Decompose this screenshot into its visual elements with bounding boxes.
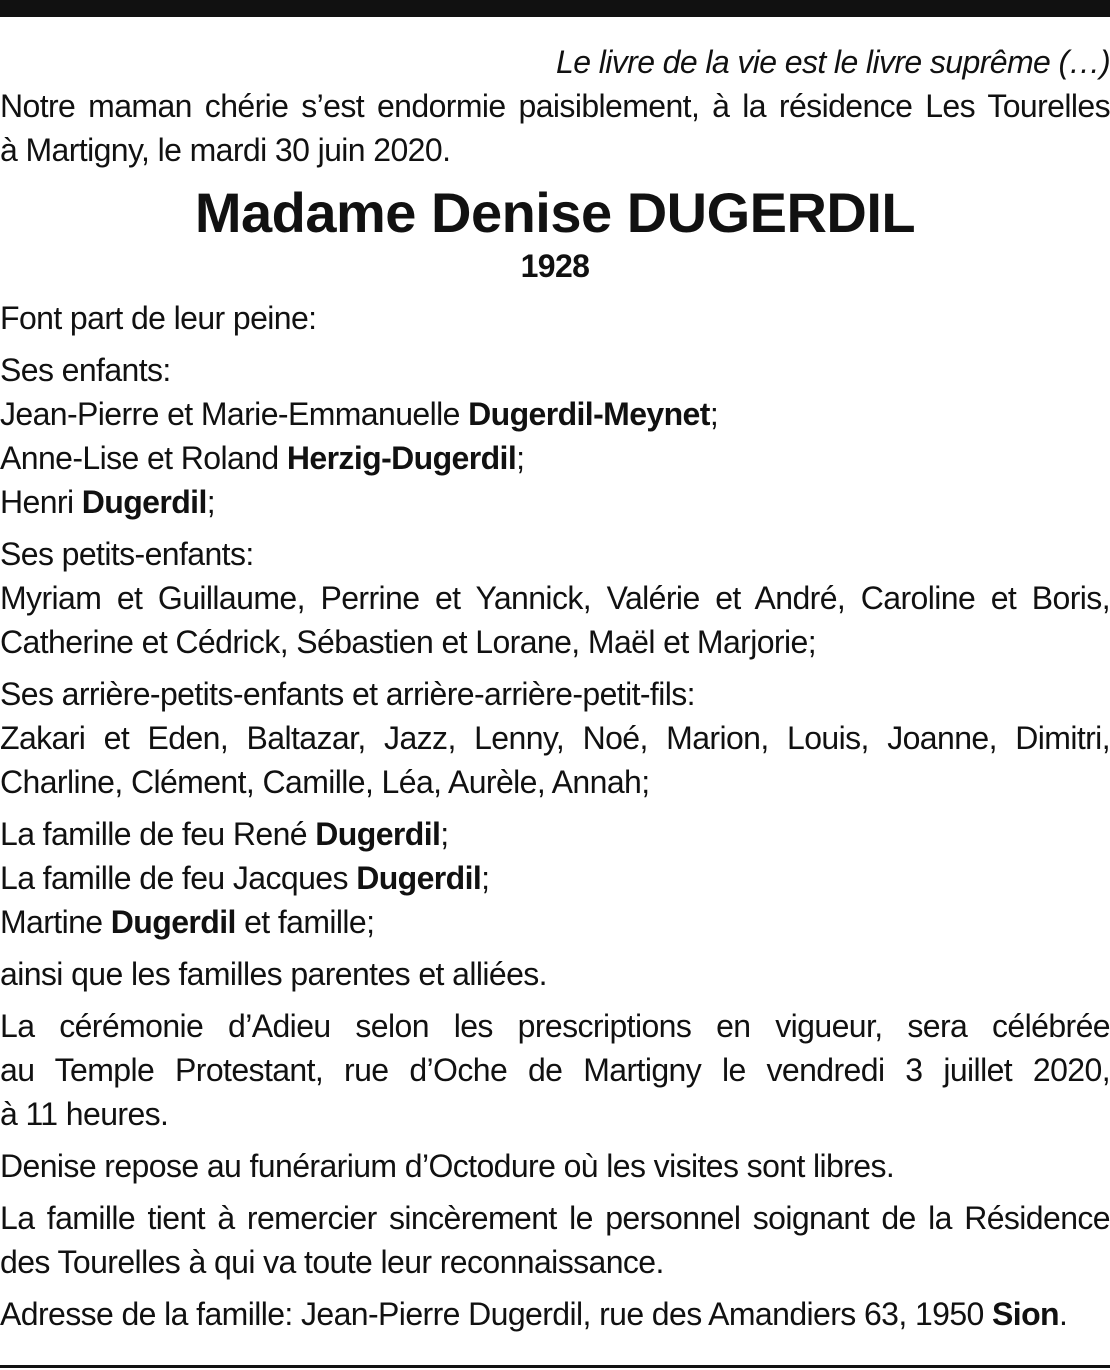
great-grandchildren-section bbox=[0, 672, 1110, 804]
grandchildren-list bbox=[0, 576, 1110, 664]
child-punctuation: ; bbox=[516, 440, 525, 476]
intro-text bbox=[0, 84, 1110, 172]
great-grandchildren-line-1: Zakari et Eden, Baltazar, Jazz, Lenny, Noé, Marion, Louis, Joanne, Dimitri, bbox=[0, 720, 1110, 756]
birth-year: 1928 bbox=[520, 248, 590, 284]
great-grandchildren-heading: Ses arrière-petits-enfants et arrière-arrière-petit-fils: bbox=[0, 676, 695, 712]
children-heading: Ses enfants: bbox=[0, 352, 171, 388]
family-suffix: ; bbox=[481, 860, 490, 896]
ceremony-line-1: La cérémonie d’Adieu selon les prescriptions en vigueur, sera célébrée bbox=[0, 1008, 1110, 1044]
deceased-name: Madame Denise DUGERDIL bbox=[194, 181, 916, 244]
bottom-rule bbox=[0, 1365, 1110, 1368]
address-punctuation: . bbox=[1058, 1296, 1068, 1332]
family-entry bbox=[0, 856, 1110, 900]
child-entry bbox=[0, 436, 1110, 480]
address-city: Sion bbox=[992, 1296, 1059, 1332]
family-suffix: ; bbox=[440, 816, 449, 852]
child-first-names: Jean-Pierre et Marie-Emmanuelle bbox=[0, 396, 469, 432]
thanks-paragraph bbox=[0, 1196, 1110, 1284]
top-rule bbox=[0, 0, 1110, 17]
child-entry bbox=[0, 392, 1110, 436]
grandchildren-heading: Ses petits-enfants: bbox=[0, 536, 254, 572]
grandchildren-line-2: Catherine et Cédrick, Sébastien et Lorane, Maël et Marjorie; bbox=[0, 624, 816, 660]
family-name: Dugerdil bbox=[315, 816, 441, 852]
family-name: Dugerdil bbox=[356, 860, 482, 896]
grandchildren-section bbox=[0, 532, 1110, 664]
families-section bbox=[0, 812, 1110, 944]
great-grandchildren-list bbox=[0, 716, 1110, 804]
child-entry bbox=[0, 480, 1110, 524]
announcement-line: Font part de leur peine: bbox=[0, 300, 317, 336]
family-prefix: La famille de feu Jacques bbox=[0, 860, 357, 896]
allied-families-line: ainsi que les familles parentes et alliées. bbox=[0, 956, 547, 992]
ceremony-line-3: à 11 heures. bbox=[0, 1096, 169, 1132]
grandchildren-line-1: Myriam et Guillaume, Perrine et Yannick, Valérie et André, Caroline et Boris, bbox=[0, 580, 1110, 616]
intro-line-1: Notre maman chérie s’est endormie paisiblement, à la résidence Les Tourelles bbox=[0, 88, 1110, 124]
child-family-name: Dugerdil-Meynet bbox=[468, 396, 710, 432]
intro-line-2: à Martigny, le mardi 30 juin 2020. bbox=[0, 132, 451, 168]
family-name: Dugerdil bbox=[110, 904, 236, 940]
family-address bbox=[0, 1292, 1110, 1336]
family-prefix: Martine bbox=[0, 904, 111, 940]
family-entry bbox=[0, 812, 1110, 856]
family-suffix: et famille; bbox=[235, 904, 375, 940]
child-punctuation: ; bbox=[709, 396, 719, 432]
child-first-names: Henri bbox=[0, 484, 82, 520]
epigraph-quote: Le livre de la vie est le livre suprême (…) bbox=[556, 44, 1110, 80]
great-grandchildren-line-2: Charline, Clément, Camille, Léa, Aurèle, Annah; bbox=[0, 764, 650, 800]
child-first-names: Anne-Lise et Roland bbox=[0, 440, 287, 476]
obituary-notice bbox=[0, 40, 1110, 1336]
family-entry bbox=[0, 900, 1110, 944]
ceremony-paragraph bbox=[0, 1004, 1110, 1136]
ceremony-line-2: au Temple Protestant, rue d’Oche de Martigny le vendredi 3 juillet 2020, bbox=[0, 1052, 1110, 1088]
visitation-line: Denise repose au funérarium d’Octodure où les visites sont libres. bbox=[0, 1148, 895, 1184]
thanks-line-2: des Tourelles à qui va toute leur reconnaissance. bbox=[0, 1244, 664, 1280]
thanks-line-1: La famille tient à remercier sincèrement le personnel soignant de la Résidence bbox=[0, 1200, 1110, 1236]
children-section bbox=[0, 348, 1110, 524]
child-punctuation: ; bbox=[206, 484, 216, 520]
child-family-name: Dugerdil bbox=[81, 484, 207, 520]
address-text: Adresse de la famille: Jean-Pierre Dugerdil, rue des Amandiers 63, 1950 bbox=[0, 1296, 993, 1332]
family-prefix: La famille de feu René bbox=[0, 816, 316, 852]
child-family-name: Herzig-Dugerdil bbox=[286, 440, 517, 476]
